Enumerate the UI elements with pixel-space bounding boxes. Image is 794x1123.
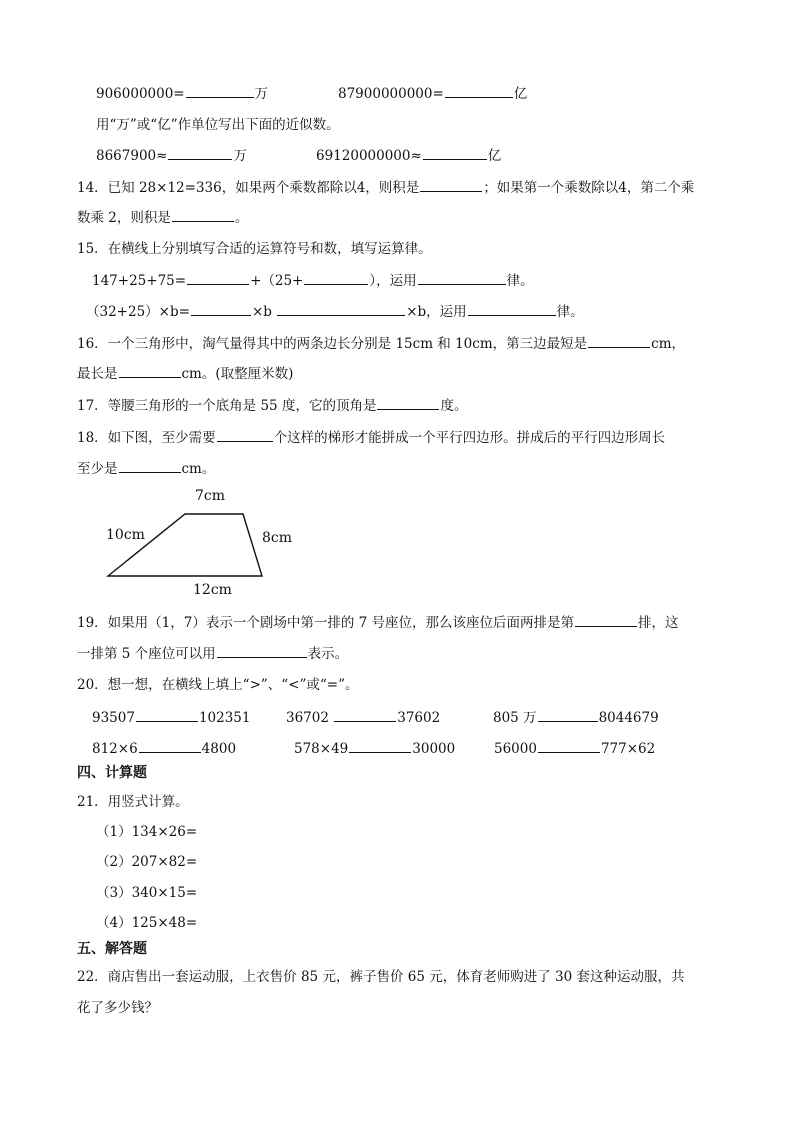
trapezoid-top-label: 7cm bbox=[195, 488, 226, 504]
compare-5: 578×49 30000 bbox=[294, 741, 456, 757]
question-21-item-2: （2）207×82= bbox=[96, 854, 198, 870]
blank-compare-2[interactable] bbox=[334, 708, 396, 722]
approx-instruction: 用“万”或“亿”作单位写出下面的近似数。 bbox=[96, 117, 340, 133]
compare-4: 812×6 4800 bbox=[92, 741, 237, 757]
question-15: 15．在横线上分别填写合适的运算符号和数，填写运算律。 bbox=[77, 241, 432, 257]
blank-q19-2[interactable] bbox=[217, 644, 307, 658]
blank-compare-6[interactable] bbox=[538, 739, 600, 753]
blank-compare-4[interactable] bbox=[139, 739, 201, 753]
question-16-line2: 最长是 cm。(取整厘米数) bbox=[77, 366, 294, 382]
trapezoid-right-label: 8cm bbox=[262, 530, 293, 546]
question-18-line2: 至少是 cm。 bbox=[77, 461, 216, 477]
question-15-row2: （32+25）×b= ×b ×b，运用 律。 bbox=[86, 304, 584, 320]
question-22-line2: 花了多少钱？ bbox=[77, 1000, 158, 1016]
compare-3: 805 万 8044679 bbox=[493, 710, 659, 726]
question-21-item-1: （1）134×26= bbox=[96, 824, 198, 840]
compare-1: 93507 102351 bbox=[92, 710, 251, 726]
blank-compare-1[interactable] bbox=[136, 708, 198, 722]
trapezoid-bottom-label: 12cm bbox=[193, 582, 232, 598]
question-21: 21．用竖式计算。 bbox=[77, 794, 189, 810]
question-17: 17．等腰三角形的一个底角是 55 度，它的顶角是 度。 bbox=[77, 398, 468, 414]
question-15-row1: 147+25+75= +（25+ ），运用 律。 bbox=[92, 273, 534, 289]
question-22-line1: 22．商店售出一套运动服，上衣售价 85 元，裤子售价 65 元，体育老师购进了 30 套这种运动服，共 bbox=[77, 969, 685, 985]
section-4-heading: 四、计算题 bbox=[77, 765, 147, 781]
approx-yi-line: 69120000000≈ 亿 bbox=[316, 148, 502, 164]
compare-6: 56000 777×62 bbox=[494, 741, 656, 757]
approx-wan-line: 8667900≈ 万 bbox=[96, 148, 247, 164]
question-18-line1: 18．如下图，至少需要 个这样的梯形才能拼成一个平行四边形。拼成后的平行四边形周长 bbox=[77, 430, 666, 446]
convert-wan-line: 906000000= 万 bbox=[96, 86, 269, 102]
question-21-item-4: （4）125×48= bbox=[96, 915, 198, 931]
question-16-line1: 16．一个三角形中，淘气量得其中的两条边长分别是 15cm 和 10cm，第三边最短是 cm， bbox=[77, 336, 686, 352]
blank-compare-5[interactable] bbox=[349, 739, 411, 753]
compare-2: 36702 37602 bbox=[286, 710, 441, 726]
question-14-line1: 14．已知 28×12=336，如果两个乘数都除以4，则积是 ；如果第一个乘数除以4，第二个乘 bbox=[77, 180, 695, 196]
blank-q19-1[interactable] bbox=[575, 613, 637, 627]
section-5-heading: 五、解答题 bbox=[77, 941, 147, 957]
question-19-line2: 一排第 5 个座位可以用 表示。 bbox=[77, 646, 349, 662]
question-20: 20．想一想，在横线上填上“>”、“<”或“=”。 bbox=[77, 677, 359, 693]
question-21-item-3: （3）340×15= bbox=[96, 885, 198, 901]
blank-compare-3[interactable] bbox=[538, 708, 598, 722]
trapezoid-shape bbox=[108, 514, 262, 576]
convert-yi-line: 87900000000= 亿 bbox=[338, 86, 528, 102]
question-14-line2: 数乘 2，则积是 。 bbox=[77, 210, 249, 226]
trapezoid-left-label: 10cm bbox=[106, 527, 145, 543]
question-19-line1: 19．如果用（1，7）表示一个剧场中第一排的 7 号座位，那么该座位后面两排是第 排，这 bbox=[77, 615, 679, 631]
